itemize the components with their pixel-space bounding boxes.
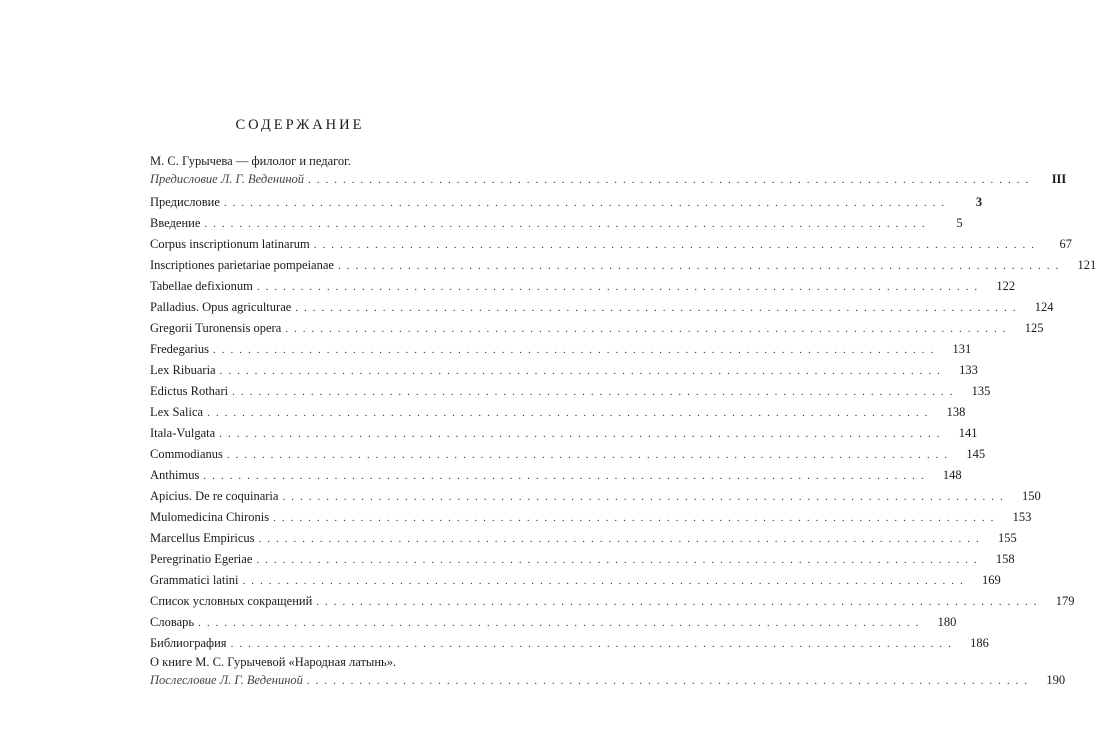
toc-entry [150,591,1075,612]
toc-entry-label: Предисловие [150,195,220,209]
toc-entry-page: 148 [942,468,962,482]
toc-entry [150,670,1066,691]
toc-entry [150,339,972,360]
toc-entry-label: Gregorii Turonensis opera [150,321,282,335]
toc-entry-page: 153 [1012,510,1032,524]
leader-dots: ................................................................................... [198,617,925,629]
leader-dots: ................................................................................... [219,428,946,440]
toc-entry-page: 67 [1059,237,1072,251]
toc-entry-page: 125 [1024,321,1044,335]
leader-dots: ................................................................................... [207,407,934,419]
toc-entry [150,570,1001,591]
leader-dots: ................................................................................... [242,575,969,587]
toc-entry [150,297,1054,318]
toc-entry-page: 122 [996,279,1016,293]
toc-entry-page: 190 [1046,673,1066,687]
toc-entry [150,318,1044,339]
toc-entry-page: 150 [1021,489,1041,503]
toc-entry-label: Peregrinatio Egeriae [150,552,253,566]
toc-entry-label: Itala-Vulgata [150,426,216,440]
leader-dots: ................................................................................... [226,449,954,461]
table-of-contents [150,153,1096,691]
leader-dots: ................................................................................... [308,174,1035,186]
toc-entry-page: 180 [937,615,957,629]
toc-entry [150,423,978,444]
leader-dots: ................................................................................... [337,260,1065,272]
toc-entry-label: Grammatici latini [150,573,239,587]
toc-entry-page: 169 [982,573,1001,587]
leader-dots: ................................................................................... [232,386,959,398]
toc-entry-label: Edictus Rothari [150,384,229,398]
toc-entry [150,255,1096,276]
toc-entry [150,276,1016,297]
leader-dots: ................................................................................... [256,554,983,566]
leader-dots: ................................................................................... [273,512,1000,524]
toc-entry-label: Список условных сокращений [150,594,313,608]
toc-entry-page: 186 [970,636,989,650]
toc-entry-heading-title: О книге М. С. Гурычевой «Народная латынь». [150,655,397,669]
leader-dots: ................................................................................... [295,302,1022,314]
toc-entry-label: Введение [150,216,201,230]
leader-dots: ................................................................................... [223,197,951,209]
leader-dots: ................................................................................... [285,323,1012,335]
toc-entry-page: 135 [971,384,991,398]
leader-dots: ................................................................................... [213,344,940,356]
toc-entry-label: Библиография [150,636,227,650]
toc-entry [150,507,1032,528]
leader-dots: ................................................................................... [282,491,1009,503]
toc-entry [150,465,962,486]
toc-entry [150,402,966,423]
toc-entry-page: 155 [998,531,1017,545]
toc-entry-label: Словарь [150,615,195,629]
toc-entry-page: 145 [966,447,986,461]
toc-entry [150,234,1072,255]
toc-entry-label: Palladius. Opus agriculturae [150,300,292,314]
toc-entry-heading-title: М. С. Гурычева — филолог и педагог. [150,154,352,168]
leader-dots: ................................................................................... [230,638,957,650]
toc-entry [150,444,986,465]
toc-entry-label: Apicius. De re coquinaria [150,489,279,503]
leader-dots: ................................................................................... [258,533,985,545]
toc-entry [150,192,983,213]
toc-entry-page: 131 [952,342,972,356]
toc-entry-label: Mulomedicina Chironis [150,510,270,524]
toc-entry [150,360,978,381]
toc-entry-label: Marcellus Empiricus [150,531,255,545]
toc-entry-label: Inscriptiones parietariae pompeianae [150,258,334,272]
toc-entry-label: Fredegarius [150,342,210,356]
toc-entry-label: Послесловие Л. Г. Ведениной [150,673,303,687]
leader-dots: ................................................................................... [313,239,1040,251]
toc-entry-label: Предисловие Л. Г. Ведениной [150,172,305,186]
leader-dots: ................................................................................... [204,218,931,230]
toc-entry [150,528,1017,549]
toc-entry-label: Corpus inscriptionum latinarum [150,237,310,251]
toc-entry [150,612,957,633]
leader-dots: ................................................................................... [256,281,984,293]
leader-dots: ................................................................................... [219,365,946,377]
page-title: СОДЕРЖАНИЕ [235,117,365,133]
toc-entry-label: Commodianus [150,447,223,461]
toc-entry-page: III [1051,172,1067,186]
toc-entry [150,169,1067,190]
toc-entry-page: 158 [995,552,1015,566]
toc-entry-page: 3 [975,195,983,209]
toc-entry-page: 138 [946,405,966,419]
leader-dots: ................................................................................... [316,596,1043,608]
toc-entry [150,213,963,234]
toc-entry-label: Lex Salica [150,405,204,419]
toc-entry-page: 124 [1034,300,1054,314]
toc-entry-page: 133 [959,363,978,377]
toc-entry-label: Tabellae defixionum [150,279,253,293]
toc-entry [150,486,1041,507]
leader-dots: ................................................................................... [203,470,930,482]
leader-dots: ................................................................................... [306,675,1034,687]
toc-entry-page: 121 [1077,258,1096,272]
toc-entry [150,381,991,402]
toc-entry-label: Lex Ribuaria [150,363,216,377]
toc-entry-page: 179 [1055,594,1075,608]
toc-entry-page: 5 [956,216,963,230]
toc-entry-page: 141 [958,426,978,440]
toc-entry [150,549,1015,570]
toc-entry-heading [150,654,500,670]
toc-entry [150,633,989,654]
toc-entry-label: Anthimus [150,468,200,482]
toc-entry-heading [150,153,500,169]
